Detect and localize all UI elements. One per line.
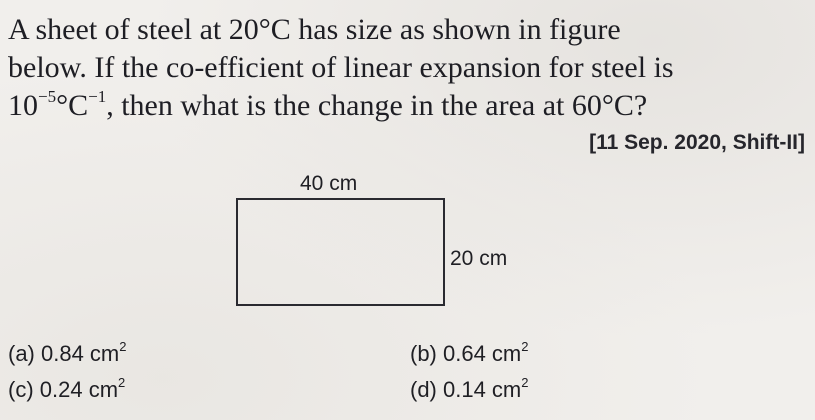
coefficient-unit: °C [56,89,89,122]
option-a[interactable] [8,341,127,367]
width-label: 40 cm [300,172,358,195]
question-line-2 [8,49,674,87]
steel-sheet-rectangle [236,198,445,306]
height-label: 20 cm [450,247,508,270]
option-c-text: (c) 0.24 cm [8,377,119,402]
expansion-coefficient-exponent: −5 [38,87,57,106]
option-b-exponent: 2 [521,339,529,354]
question-line-1 [8,11,621,49]
option-c[interactable] [8,377,125,403]
option-b-text: (b) 0.64 cm [410,341,522,366]
question-text: , then what is the change in the area at 60°C? [106,89,648,122]
option-d[interactable] [410,377,529,403]
exam-source-tag: [11 Sep. 2020, Shift-II] [589,131,805,154]
question-text: A sheet of steel at 20°C has size as shown in figure [8,13,621,46]
question-text: below. If the co-efficient of linear expansion for steel is [8,51,674,84]
option-a-exponent: 2 [119,339,127,354]
option-b[interactable] [410,341,529,367]
question-line-3 [8,87,647,125]
coefficient-unit-exponent: −1 [88,87,107,106]
option-a-text: (a) 0.84 cm [8,341,120,366]
option-c-exponent: 2 [118,375,126,390]
option-d-exponent: 2 [521,375,529,390]
expansion-coefficient-base: 10 [8,89,38,122]
option-d-text: (d) 0.14 cm [410,377,522,402]
